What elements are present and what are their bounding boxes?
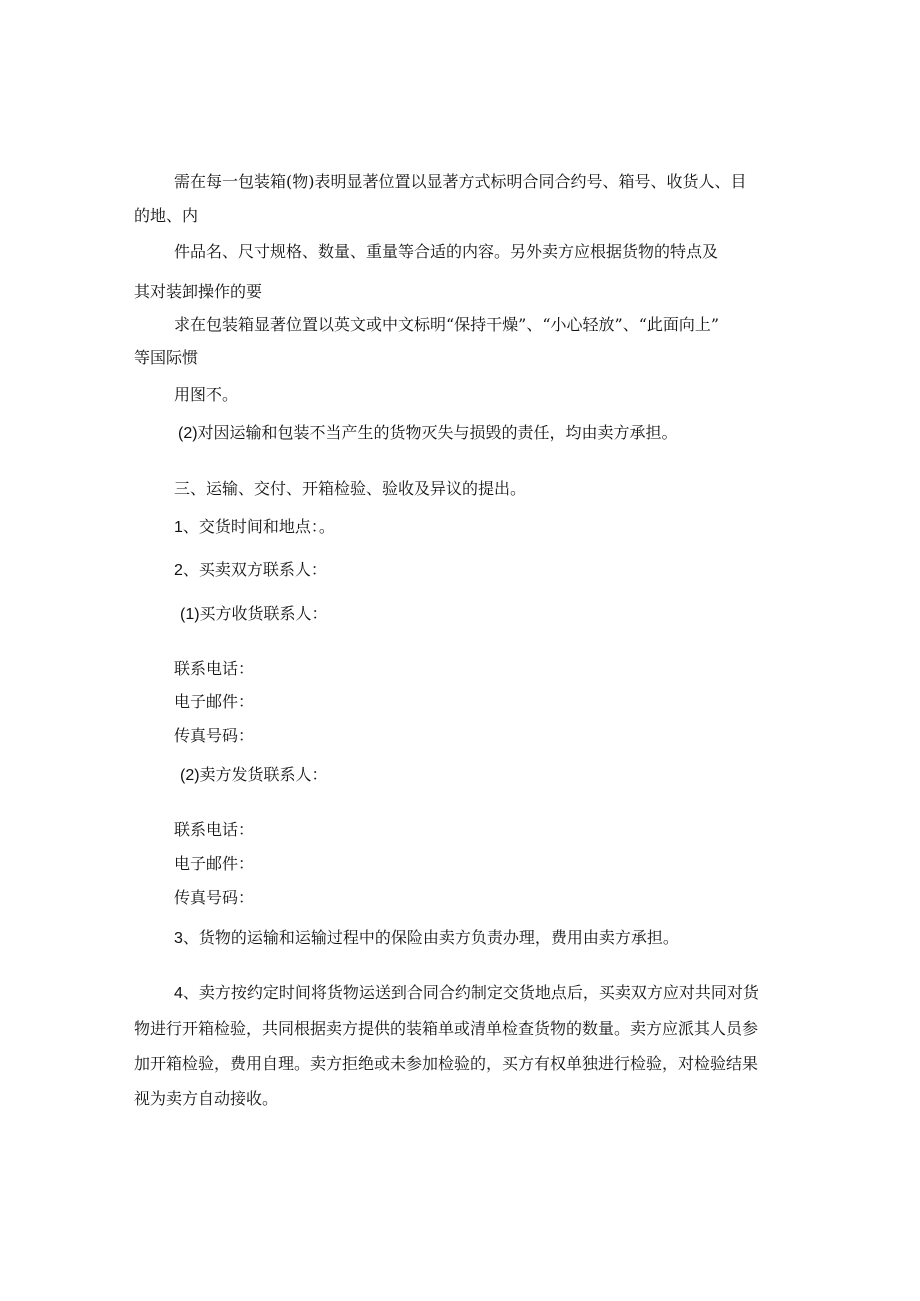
- packaging-paragraph-line-2: 的地、内: [134, 206, 199, 225]
- seller-email-label: 电子邮件：: [174, 854, 255, 873]
- packaging-paragraph-line-4: 其对装卸操作的要: [134, 282, 263, 301]
- delivery-time-place: 1、交货时间和地点：。: [174, 519, 335, 536]
- inspection-clause-line-1: 4、卖方按约定时间将货物运送到合同合约制定交货地点后，买卖双方应对共同对货: [174, 985, 759, 1002]
- packaging-item-2: (2)对因运输和包装不当产生的货物灭失与损毁的责任，均由卖方承担。: [178, 425, 678, 442]
- section-3-heading: 三、运输、交付、开箱检验、验收及异议的提出。: [174, 479, 527, 498]
- buyer-fax-label: 传真号码：: [174, 726, 255, 745]
- inspection-clause-line-3: 加开箱检验，费用自理。卖方拒绝或未参加检验的，买方有权单独进行检验，对检验结果: [134, 1054, 759, 1073]
- seller-fax-label: 传真号码：: [174, 888, 255, 907]
- buyer-email-label: 电子邮件：: [174, 692, 255, 711]
- contacts-heading: 2、买卖双方联系人：: [174, 562, 327, 579]
- packaging-paragraph-line-1: 需在每一包装箱(物)表明显著位置以显著方式标明合同合约号、箱号、收货人、目: [174, 172, 747, 191]
- buyer-phone-label: 联系电话：: [174, 659, 255, 678]
- packaging-paragraph-line-7: 用图不。: [174, 385, 239, 404]
- seller-contact-label: (2)卖方发货联系人：: [180, 767, 328, 784]
- packaging-paragraph-line-3: 件品名、尺寸规格、数量、重量等合适的内容。另外卖方应根据货物的特点及: [174, 242, 719, 261]
- packaging-paragraph-line-6: 等国际惯: [134, 348, 199, 367]
- buyer-contact-label: (1)买方收货联系人：: [180, 606, 328, 623]
- seller-phone-label: 联系电话：: [174, 820, 255, 839]
- inspection-clause-line-4: 视为卖方自动接收。: [134, 1089, 279, 1108]
- transport-insurance-clause: 3、货物的运输和运输过程中的保险由卖方负责办理，费用由卖方承担。: [174, 930, 679, 947]
- inspection-clause-line-2: 物进行开箱检验，共同根据卖方提供的装箱单或清单检查货物的数量。卖方应派其人员参: [134, 1019, 759, 1038]
- packaging-paragraph-line-5: 求在包装箱显著位置以英文或中文标明“保持干燥”、“小心轻放”、“此面向上”: [174, 315, 720, 334]
